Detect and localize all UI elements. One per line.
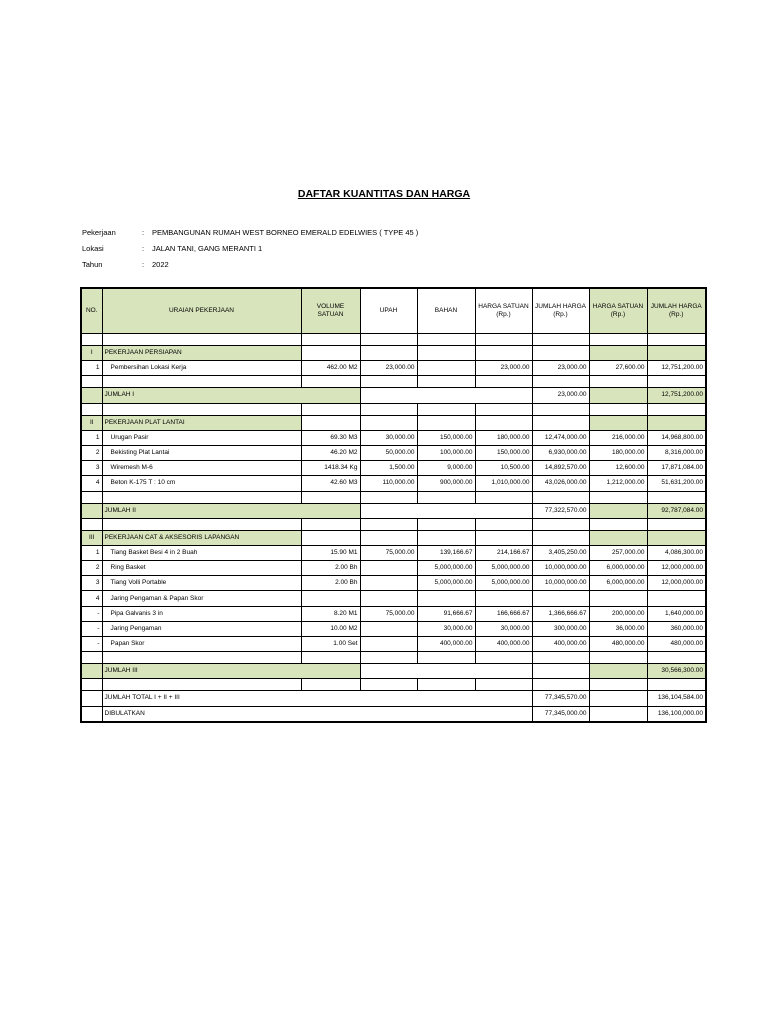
section-sum-row <box>81 503 706 518</box>
meta-value: PEMBANGUNAN RUMAH WEST BORNEO EMERALD EDELWIES ( TYPE 45 ) <box>152 228 419 237</box>
empty-cell <box>81 518 102 530</box>
item-upah: 23,000.00 <box>360 361 417 376</box>
empty-cell <box>360 376 417 388</box>
empty-cell <box>475 518 532 530</box>
empty-cell <box>301 334 360 346</box>
item-volume: 46.20 M2 <box>301 445 360 460</box>
item-harga-satuan-2 <box>589 591 647 606</box>
item-harga-satuan: 23,000.00 <box>475 361 532 376</box>
empty-cell <box>475 491 532 503</box>
item-upah <box>360 576 417 591</box>
item-bahan: 900,000.00 <box>417 476 475 491</box>
empty-cell <box>360 679 417 691</box>
empty-cell <box>475 346 532 361</box>
section-header-row <box>81 530 706 545</box>
section-sum-row <box>81 664 706 679</box>
boq-table <box>80 287 707 723</box>
meta-value: JALAN TANI, GANG MERANTI 1 <box>152 244 263 253</box>
total-value: 77,345,000.00 <box>532 706 589 722</box>
table-body <box>81 334 706 722</box>
empty-cell <box>532 491 589 503</box>
item-bahan: 400,000.00 <box>417 637 475 652</box>
sum-value-2: 92,787,084.00 <box>647 503 706 518</box>
sum-label: JUMLAH III <box>102 664 360 679</box>
empty-cell <box>475 530 532 545</box>
meta-pekerjaan <box>82 228 418 237</box>
empty-cell <box>301 376 360 388</box>
table-row <box>81 430 706 445</box>
item-harga-satuan: 166,666.67 <box>475 606 532 621</box>
item-bahan <box>417 591 475 606</box>
item-jumlah-harga-2: 51,631,200.00 <box>647 476 706 491</box>
item-harga-satuan: 400,000.00 <box>475 637 532 652</box>
empty-cell <box>589 664 647 679</box>
item-volume: 1.00 Set <box>301 637 360 652</box>
empty-cell <box>360 518 417 530</box>
empty-cell <box>532 518 589 530</box>
meta-label: Lokasi <box>82 244 104 253</box>
item-bahan: 100,000.00 <box>417 445 475 460</box>
header-harga-satuan-2: HARGA SATUAN (Rp.) <box>589 288 647 334</box>
item-jumlah-harga: 3,405,250.00 <box>532 545 589 560</box>
empty-cell <box>475 334 532 346</box>
empty-cell <box>589 334 647 346</box>
empty-cell <box>360 664 532 679</box>
item-volume: 2.00 Bh <box>301 576 360 591</box>
item-bahan: 150,000.00 <box>417 430 475 445</box>
total-value-2: 136,100,000.00 <box>647 706 706 722</box>
empty-cell <box>475 376 532 388</box>
item-bahan: 91,666.67 <box>417 606 475 621</box>
item-name: Beton K-175 T : 10 cm <box>102 476 301 491</box>
blank-row <box>81 652 706 664</box>
sum-value-2: 12,751,200.00 <box>647 388 706 403</box>
meta-separator: : <box>142 244 145 253</box>
item-jumlah-harga-2: 12,000,000.00 <box>647 561 706 576</box>
item-harga-satuan-2: 12,600.00 <box>589 461 647 476</box>
item-harga-satuan <box>475 591 532 606</box>
item-upah <box>360 637 417 652</box>
total-value: 77,345,570.00 <box>532 691 589 706</box>
item-jumlah-harga <box>532 591 589 606</box>
empty-cell <box>81 376 102 388</box>
empty-cell <box>532 376 589 388</box>
empty-cell <box>81 706 102 722</box>
blank-row <box>81 518 706 530</box>
table-row <box>81 361 706 376</box>
empty-cell <box>589 691 647 706</box>
section-title: PEKERJAAN PERSIAPAN <box>102 346 301 361</box>
empty-cell <box>360 388 532 403</box>
empty-cell <box>532 530 589 545</box>
item-jumlah-harga-2: 17,871,084.00 <box>647 461 706 476</box>
empty-cell <box>475 403 532 415</box>
item-number: - <box>81 637 102 652</box>
empty-cell <box>589 503 647 518</box>
item-jumlah-harga: 10,000,000.00 <box>532 561 589 576</box>
item-harga-satuan: 30,000.00 <box>475 621 532 636</box>
section-title: PEKERJAAN PLAT LANTAI <box>102 415 301 430</box>
item-harga-satuan-2: 180,000.00 <box>589 445 647 460</box>
item-number: 4 <box>81 591 102 606</box>
item-name: Urugan Pasir <box>102 430 301 445</box>
table-row <box>81 461 706 476</box>
empty-cell <box>360 334 417 346</box>
blank-row <box>81 403 706 415</box>
item-harga-satuan-2: 200,000.00 <box>589 606 647 621</box>
item-harga-satuan: 5,000,000.00 <box>475 561 532 576</box>
empty-cell <box>360 652 417 664</box>
item-harga-satuan: 150,000.00 <box>475 445 532 460</box>
empty-cell <box>647 346 706 361</box>
item-upah: 30,000.00 <box>360 430 417 445</box>
empty-cell <box>102 334 301 346</box>
item-upah <box>360 621 417 636</box>
empty-cell <box>589 491 647 503</box>
empty-cell <box>301 530 360 545</box>
item-bahan: 5,000,000.00 <box>417 561 475 576</box>
empty-cell <box>532 652 589 664</box>
item-harga-satuan: 180,000.00 <box>475 430 532 445</box>
item-number: - <box>81 606 102 621</box>
total-label: JUMLAH TOTAL I + II + III <box>102 691 532 706</box>
item-name: Pembersihan Lokasi Kerja <box>102 361 301 376</box>
item-number: 2 <box>81 561 102 576</box>
meta-tahun <box>82 260 169 269</box>
meta-separator: : <box>142 260 145 269</box>
item-upah: 75,000.00 <box>360 606 417 621</box>
empty-cell <box>532 415 589 430</box>
section-header-row <box>81 415 706 430</box>
item-name: Tiang Basket Besi 4 in 2 Buah <box>102 545 301 560</box>
item-upah <box>360 591 417 606</box>
empty-cell <box>647 491 706 503</box>
item-harga-satuan-2: 27,600.00 <box>589 361 647 376</box>
item-jumlah-harga: 43,026,000.00 <box>532 476 589 491</box>
empty-cell <box>647 334 706 346</box>
item-volume: 462.00 M2 <box>301 361 360 376</box>
meta-value: 2022 <box>152 260 169 269</box>
table-row <box>81 545 706 560</box>
empty-cell <box>589 652 647 664</box>
item-name: Wiremesh M-6 <box>102 461 301 476</box>
empty-cell <box>589 706 647 722</box>
empty-cell <box>81 491 102 503</box>
empty-cell <box>81 503 102 518</box>
item-name: Bekisting Plat Lantai <box>102 445 301 460</box>
total-row <box>81 706 706 722</box>
sum-value-2: 30,566,300.00 <box>647 664 706 679</box>
boq-table-container <box>80 287 705 723</box>
item-volume: 8.20 M1 <box>301 606 360 621</box>
table-row <box>81 445 706 460</box>
item-harga-satuan: 1,010,000.00 <box>475 476 532 491</box>
empty-cell <box>532 403 589 415</box>
empty-cell <box>417 376 475 388</box>
item-harga-satuan-2: 216,000.00 <box>589 430 647 445</box>
item-jumlah-harga-2: 480,000.00 <box>647 637 706 652</box>
table-row <box>81 476 706 491</box>
blank-row <box>81 376 706 388</box>
empty-cell <box>102 491 301 503</box>
header-jumlah-harga: JUMLAH HARGA (Rp.) <box>532 288 589 334</box>
empty-cell <box>360 403 417 415</box>
item-jumlah-harga: 14,892,570.00 <box>532 461 589 476</box>
empty-cell <box>647 415 706 430</box>
item-harga-satuan-2: 257,000.00 <box>589 545 647 560</box>
item-number: - <box>81 621 102 636</box>
header-no: NO. <box>81 288 102 334</box>
item-harga-satuan-2: 6,000,000.00 <box>589 561 647 576</box>
item-harga-satuan: 5,000,000.00 <box>475 576 532 591</box>
empty-cell <box>589 388 647 403</box>
empty-cell <box>417 403 475 415</box>
page-title: DAFTAR KUANTITAS DAN HARGA <box>297 188 471 200</box>
item-jumlah-harga: 300,000.00 <box>532 621 589 636</box>
item-jumlah-harga: 1,366,666.67 <box>532 606 589 621</box>
blank-row <box>81 334 706 346</box>
blank-row <box>81 679 706 691</box>
header-row <box>81 288 706 334</box>
item-upah: 50,000.00 <box>360 445 417 460</box>
item-number: 4 <box>81 476 102 491</box>
item-jumlah-harga: 400,000.00 <box>532 637 589 652</box>
table-row <box>81 561 706 576</box>
item-number: 1 <box>81 361 102 376</box>
empty-cell <box>647 403 706 415</box>
item-jumlah-harga-2: 12,751,200.00 <box>647 361 706 376</box>
empty-cell <box>647 376 706 388</box>
header-uraian: URAIAN PEKERJAAN <box>102 288 301 334</box>
meta-label: Pekerjaan <box>82 228 116 237</box>
empty-cell <box>532 679 589 691</box>
item-volume: 2.00 Bh <box>301 561 360 576</box>
header-harga-satuan: HARGA SATUAN (Rp.) <box>475 288 532 334</box>
item-jumlah-harga-2: 1,640,000.00 <box>647 606 706 621</box>
header-jumlah-harga-2: JUMLAH HARGA (Rp.) <box>647 288 706 334</box>
empty-cell <box>81 403 102 415</box>
item-volume: 1418.34 Kg <box>301 461 360 476</box>
empty-cell <box>647 679 706 691</box>
item-name: Tiang Volli Portable <box>102 576 301 591</box>
item-number: 1 <box>81 545 102 560</box>
item-jumlah-harga: 12,474,000.00 <box>532 430 589 445</box>
empty-cell <box>417 518 475 530</box>
empty-cell <box>81 388 102 403</box>
item-upah: 1,500.00 <box>360 461 417 476</box>
total-row <box>81 691 706 706</box>
item-jumlah-harga: 10,000,000.00 <box>532 576 589 591</box>
item-volume: 42.60 M3 <box>301 476 360 491</box>
item-bahan: 30,000.00 <box>417 621 475 636</box>
item-harga-satuan-2: 480,000.00 <box>589 637 647 652</box>
item-harga-satuan: 10,500.00 <box>475 461 532 476</box>
empty-cell <box>417 652 475 664</box>
item-volume: 10.00 M2 <box>301 621 360 636</box>
sum-label: JUMLAH II <box>102 503 360 518</box>
item-bahan: 139,166.67 <box>417 545 475 560</box>
item-jumlah-harga: 23,000.00 <box>532 361 589 376</box>
section-header-row <box>81 346 706 361</box>
empty-cell <box>589 403 647 415</box>
empty-cell <box>360 415 417 430</box>
section-number: II <box>81 415 102 430</box>
item-jumlah-harga-2: 4,086,300.00 <box>647 545 706 560</box>
empty-cell <box>417 334 475 346</box>
table-row <box>81 606 706 621</box>
empty-cell <box>589 518 647 530</box>
item-name: Jaring Pengaman & Papan Skor <box>102 591 301 606</box>
total-label: DIBULATKAN <box>102 706 532 722</box>
section-number: III <box>81 530 102 545</box>
item-name: Ring Basket <box>102 561 301 576</box>
empty-cell <box>589 346 647 361</box>
item-upah: 110,000.00 <box>360 476 417 491</box>
meta-label: Tahun <box>82 260 103 269</box>
sum-label: JUMLAH I <box>102 388 360 403</box>
sum-value <box>532 664 589 679</box>
meta-separator: : <box>142 228 145 237</box>
empty-cell <box>360 491 417 503</box>
empty-cell <box>81 334 102 346</box>
blank-row <box>81 491 706 503</box>
item-bahan: 5,000,000.00 <box>417 576 475 591</box>
empty-cell <box>647 530 706 545</box>
empty-cell <box>475 679 532 691</box>
item-harga-satuan-2: 1,212,000.00 <box>589 476 647 491</box>
empty-cell <box>417 679 475 691</box>
empty-cell <box>360 530 417 545</box>
header-volume: VOLUME SATUAN <box>301 288 360 334</box>
empty-cell <box>81 679 102 691</box>
empty-cell <box>301 415 360 430</box>
item-jumlah-harga-2 <box>647 591 706 606</box>
empty-cell <box>417 415 475 430</box>
item-harga-satuan-2: 36,000.00 <box>589 621 647 636</box>
table-row <box>81 621 706 636</box>
item-jumlah-harga-2: 8,316,000.00 <box>647 445 706 460</box>
empty-cell <box>81 691 102 706</box>
sum-value: 77,322,570.00 <box>532 503 589 518</box>
item-bahan <box>417 361 475 376</box>
item-number: 2 <box>81 445 102 460</box>
empty-cell <box>301 679 360 691</box>
empty-cell <box>417 491 475 503</box>
item-volume: 69.30 M3 <box>301 430 360 445</box>
item-jumlah-harga-2: 360,000.00 <box>647 621 706 636</box>
section-title: PEKERJAAN CAT & AKSESORIS LAPANGAN <box>102 530 301 545</box>
meta-lokasi <box>82 244 262 253</box>
item-volume: 15.90 M1 <box>301 545 360 560</box>
sum-value: 23,000.00 <box>532 388 589 403</box>
empty-cell <box>102 376 301 388</box>
empty-cell <box>360 346 417 361</box>
item-jumlah-harga-2: 14,968,800.00 <box>647 430 706 445</box>
item-harga-satuan: 214,166.67 <box>475 545 532 560</box>
empty-cell <box>301 518 360 530</box>
empty-cell <box>532 346 589 361</box>
total-value-2: 136,104,584.00 <box>647 691 706 706</box>
header-upah: UPAH <box>360 288 417 334</box>
empty-cell <box>417 346 475 361</box>
item-jumlah-harga-2: 12,000,000.00 <box>647 576 706 591</box>
item-jumlah-harga: 6,930,000.00 <box>532 445 589 460</box>
section-number: I <box>81 346 102 361</box>
empty-cell <box>81 664 102 679</box>
item-harga-satuan-2: 6,000,000.00 <box>589 576 647 591</box>
empty-cell <box>102 679 301 691</box>
empty-cell <box>589 415 647 430</box>
empty-cell <box>475 415 532 430</box>
empty-cell <box>589 679 647 691</box>
table-row <box>81 576 706 591</box>
item-upah <box>360 561 417 576</box>
item-bahan: 9,000.00 <box>417 461 475 476</box>
empty-cell <box>417 530 475 545</box>
empty-cell <box>102 403 301 415</box>
table-row <box>81 591 706 606</box>
empty-cell <box>301 403 360 415</box>
empty-cell <box>532 334 589 346</box>
empty-cell <box>360 503 532 518</box>
empty-cell <box>301 491 360 503</box>
empty-cell <box>301 346 360 361</box>
empty-cell <box>647 518 706 530</box>
item-volume <box>301 591 360 606</box>
empty-cell <box>647 652 706 664</box>
empty-cell <box>102 652 301 664</box>
item-name: Papan Skor <box>102 637 301 652</box>
section-sum-row <box>81 388 706 403</box>
item-number: 1 <box>81 430 102 445</box>
item-upah: 75,000.00 <box>360 545 417 560</box>
item-number: 3 <box>81 461 102 476</box>
table-row <box>81 637 706 652</box>
empty-cell <box>102 518 301 530</box>
item-name: Jaring Pengaman <box>102 621 301 636</box>
header-bahan: BAHAN <box>417 288 475 334</box>
item-name: Pipa Galvanis 3 in <box>102 606 301 621</box>
empty-cell <box>589 376 647 388</box>
empty-cell <box>589 530 647 545</box>
empty-cell <box>301 652 360 664</box>
empty-cell <box>475 652 532 664</box>
item-number: 3 <box>81 576 102 591</box>
empty-cell <box>81 652 102 664</box>
